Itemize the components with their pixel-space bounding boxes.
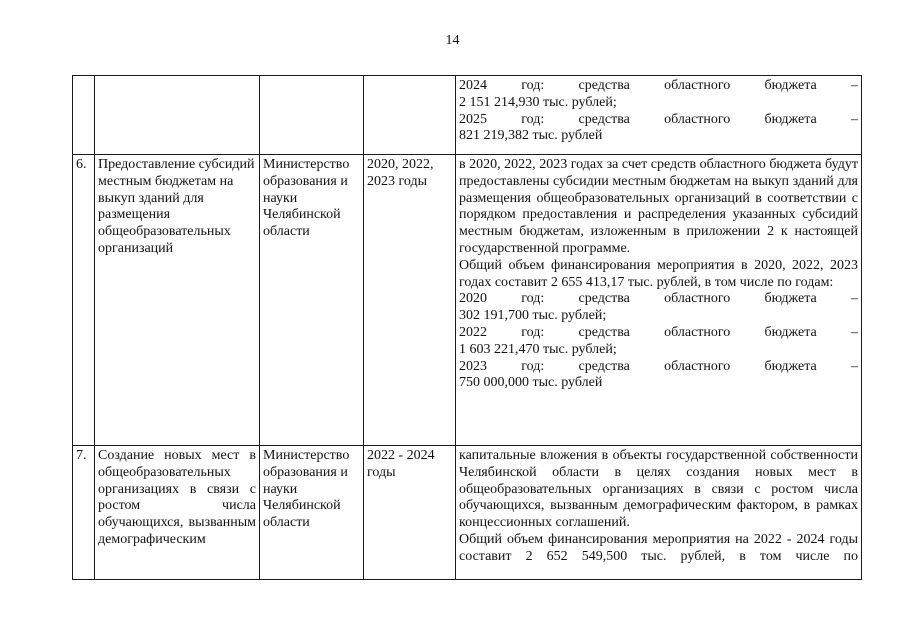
executor-cell: Министерство образования и науки Челябинской области [260,446,364,580]
financing-amount: 302 191,700 тыс. рублей; [459,308,607,324]
financing-details-cell [456,155,862,446]
financing-amount: 821 219,382 тыс. рублей [459,128,603,144]
table-row [73,76,862,155]
executor-cell [260,76,364,155]
financing-details-cell [456,76,862,155]
financing-line: 2020 год: средства областного бюджета – [459,291,858,307]
activity-name-cell: Предоставление субсидий местным бюджетам на выкуп зданий для размещения общеобразовательных организаций [95,155,260,446]
description-paragraph: капитальные вложения в объекты государственной собственности Челябинской области в целях создания новых мест в общеобразовательных организациях в связи с ростом числа обучающихся, вызванным демографическим фактором, в рамках концессионных соглашений. [459,448,858,531]
financing-line: 2023 год: средства областного бюджета – [459,358,858,374]
activity-name-cell [95,76,260,155]
financing-line: 2025 год: средства областного бюджета – [459,111,858,127]
table-row [73,155,862,446]
table-row [73,446,862,580]
financing-total-paragraph: Общий объем финансирования мероприятия в 2020, 2022, 2023 годах составит 2 655 413,17 тыс. рублей, в том числе по годам: [459,257,858,290]
financing-amount: 2 151 214,930 тыс. рублей; [459,94,617,110]
financing-amount: 750 000,000 тыс. рублей [459,375,603,391]
period-cell [364,76,456,155]
financing-line: 2024 год: средства областного бюджета – [459,78,858,93]
executor-cell: Министерство образования и науки Челябинской области [260,155,364,446]
row-number-cell: 6. [73,155,95,446]
financing-total-paragraph: Общий объем финансирования мероприятия на 2022 - 2024 годы составит 2 652 549,500 тыс. рублей, в том числе по [459,531,858,564]
activity-name-cell: Создание новых мест в общеобразовательных организациях в связи с ростом числа обучающихся, вызванным демографическим [95,446,260,580]
page-number: 14 [445,33,460,48]
description-paragraph: в 2020, 2022, 2023 годах за счет средств областного бюджета будут предоставлены субсидии местным бюджетам на выкуп зданий для размещения общеобразовательных организаций в соответствии с порядком предоставления и распределения указанных субсидий местным бюджетам, изложенным в приложении 2 к настоящей государственной программе. [459,157,858,256]
row-number-cell: 7. [73,446,95,580]
period-cell: 2022 - 2024 годы [364,446,456,580]
financing-amount: 1 603 221,470 тыс. рублей; [459,341,617,357]
financing-details-cell [456,446,862,580]
period-cell: 2020, 2022, 2023 годы [364,155,456,446]
program-table [72,75,862,580]
financing-line: 2022 год: средства областного бюджета – [459,324,858,340]
row-number-cell [73,76,95,155]
